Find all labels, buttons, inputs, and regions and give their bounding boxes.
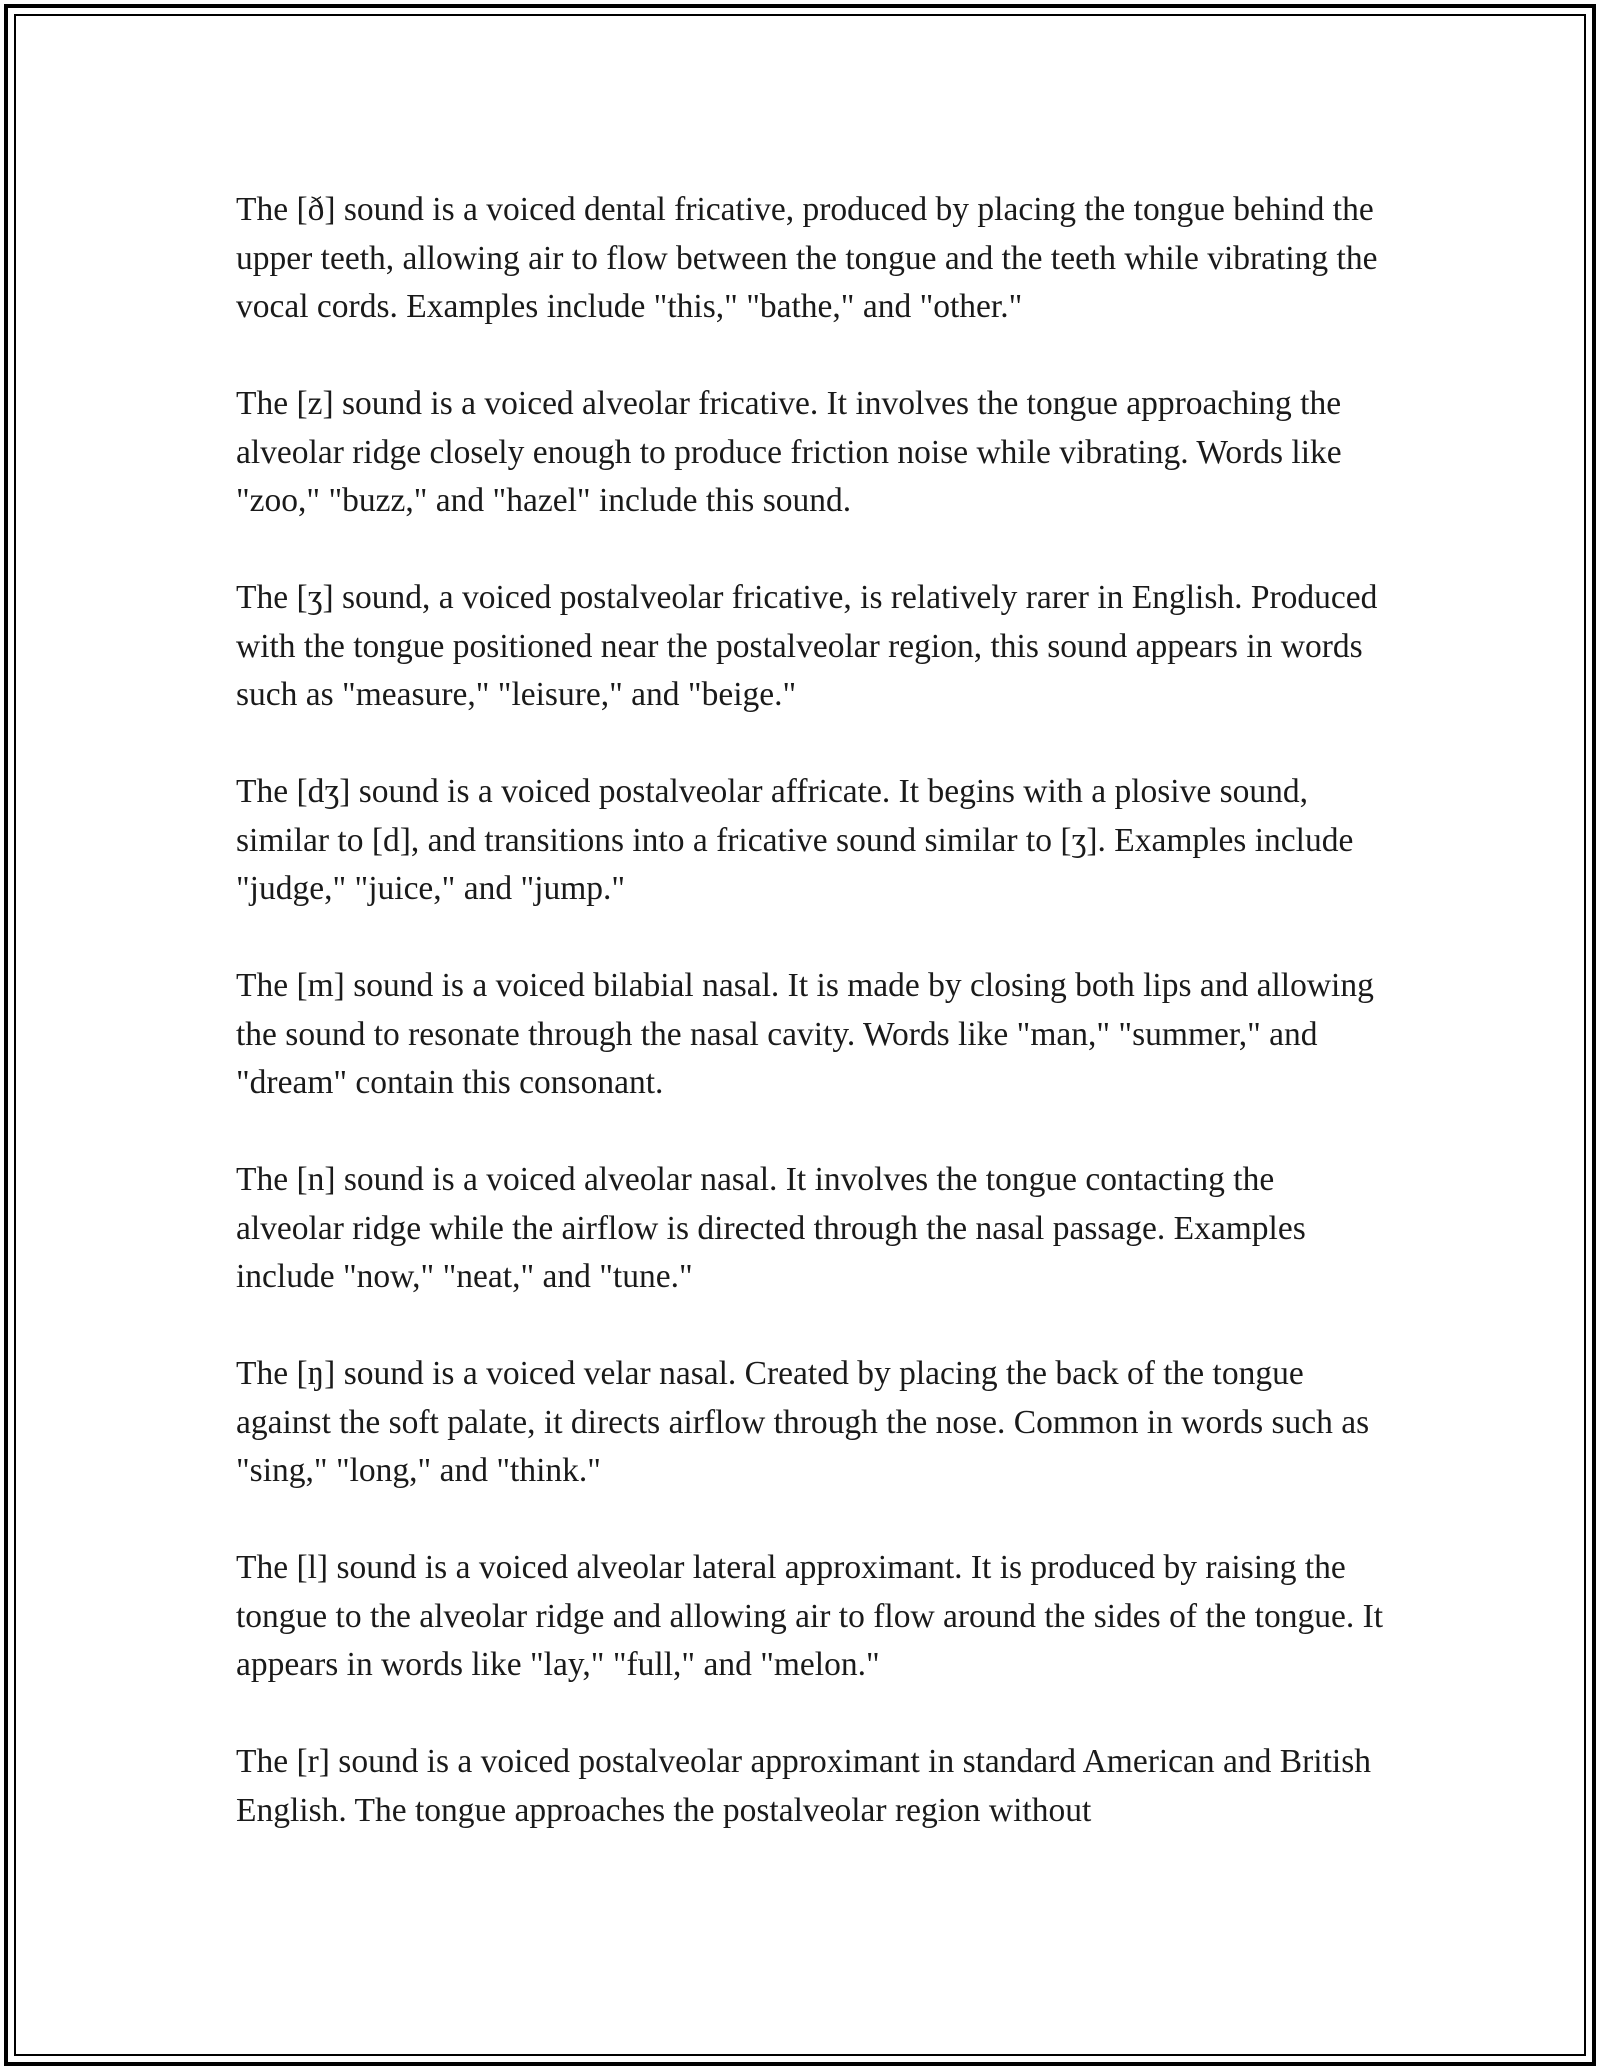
paragraph-voiced-velar-nasal: The [ŋ] sound is a voiced velar nasal. Created by placing the back of the tongue against the soft palate, it directs airflow through the nose. Common in words such as "sing," "long," and "think." — [236, 1355, 1370, 1489]
paragraph-voiced-postalveolar-affricate: The [dʒ] sound is a voiced postalveolar affricate. It begins with a plosive sound, similar to [d], and transitions into a fricative sound similar to [ʒ]. Examples include "judge," "juice," and "jump." — [236, 773, 1354, 907]
paragraph-voiced-postalveolar-fricative: The [ʒ] sound, a voiced postalveolar fricative, is relatively rarer in English. Produced with the tongue positioned near the postalveolar region, this sound appears in words such as "measure," "leisure," and "beige." — [236, 579, 1378, 713]
paragraph-voiced-alveolar-nasal: The [n] sound is a voiced alveolar nasal. It involves the tongue contacting the alveolar ridge while the airflow is directed through the nasal passage. Examples include "now," "neat," and "tune." — [236, 1161, 1306, 1295]
paragraph-voiced-alveolar-fricative: The [z] sound is a voiced alveolar fricative. It involves the tongue approaching the alveolar ridge closely enough to produce friction noise while vibrating. Words like "zoo," "buzz," and "hazel" include this sound. — [236, 385, 1342, 519]
document-body — [236, 186, 1386, 1884]
paragraph-voiced-postalveolar-approximant: The [r] sound is a voiced postalveolar approximant in standard American and British English. The tongue approaches the postalveolar region without — [236, 1743, 1371, 1829]
paragraph-voiced-bilabial-nasal: The [m] sound is a voiced bilabial nasal. It is made by closing both lips and allowing the sound to resonate through the nasal cavity. Words like "man," "summer," and "dream" contain this consonant. — [236, 967, 1374, 1101]
paragraph-voiced-alveolar-lateral-approximant: The [l] sound is a voiced alveolar lateral approximant. It is produced by raising the tongue to the alveolar ridge and allowing air to flow around the sides of the tongue. It appears in words like "lay," "full," and "melon." — [236, 1549, 1384, 1683]
paragraph-voiced-dental-fricative: The [ð] sound is a voiced dental fricative, produced by placing the tongue behind the upper teeth, allowing air to flow between the tongue and the teeth while vibrating the vocal cords. Examples include "this," "bathe," and "other." — [236, 191, 1378, 325]
